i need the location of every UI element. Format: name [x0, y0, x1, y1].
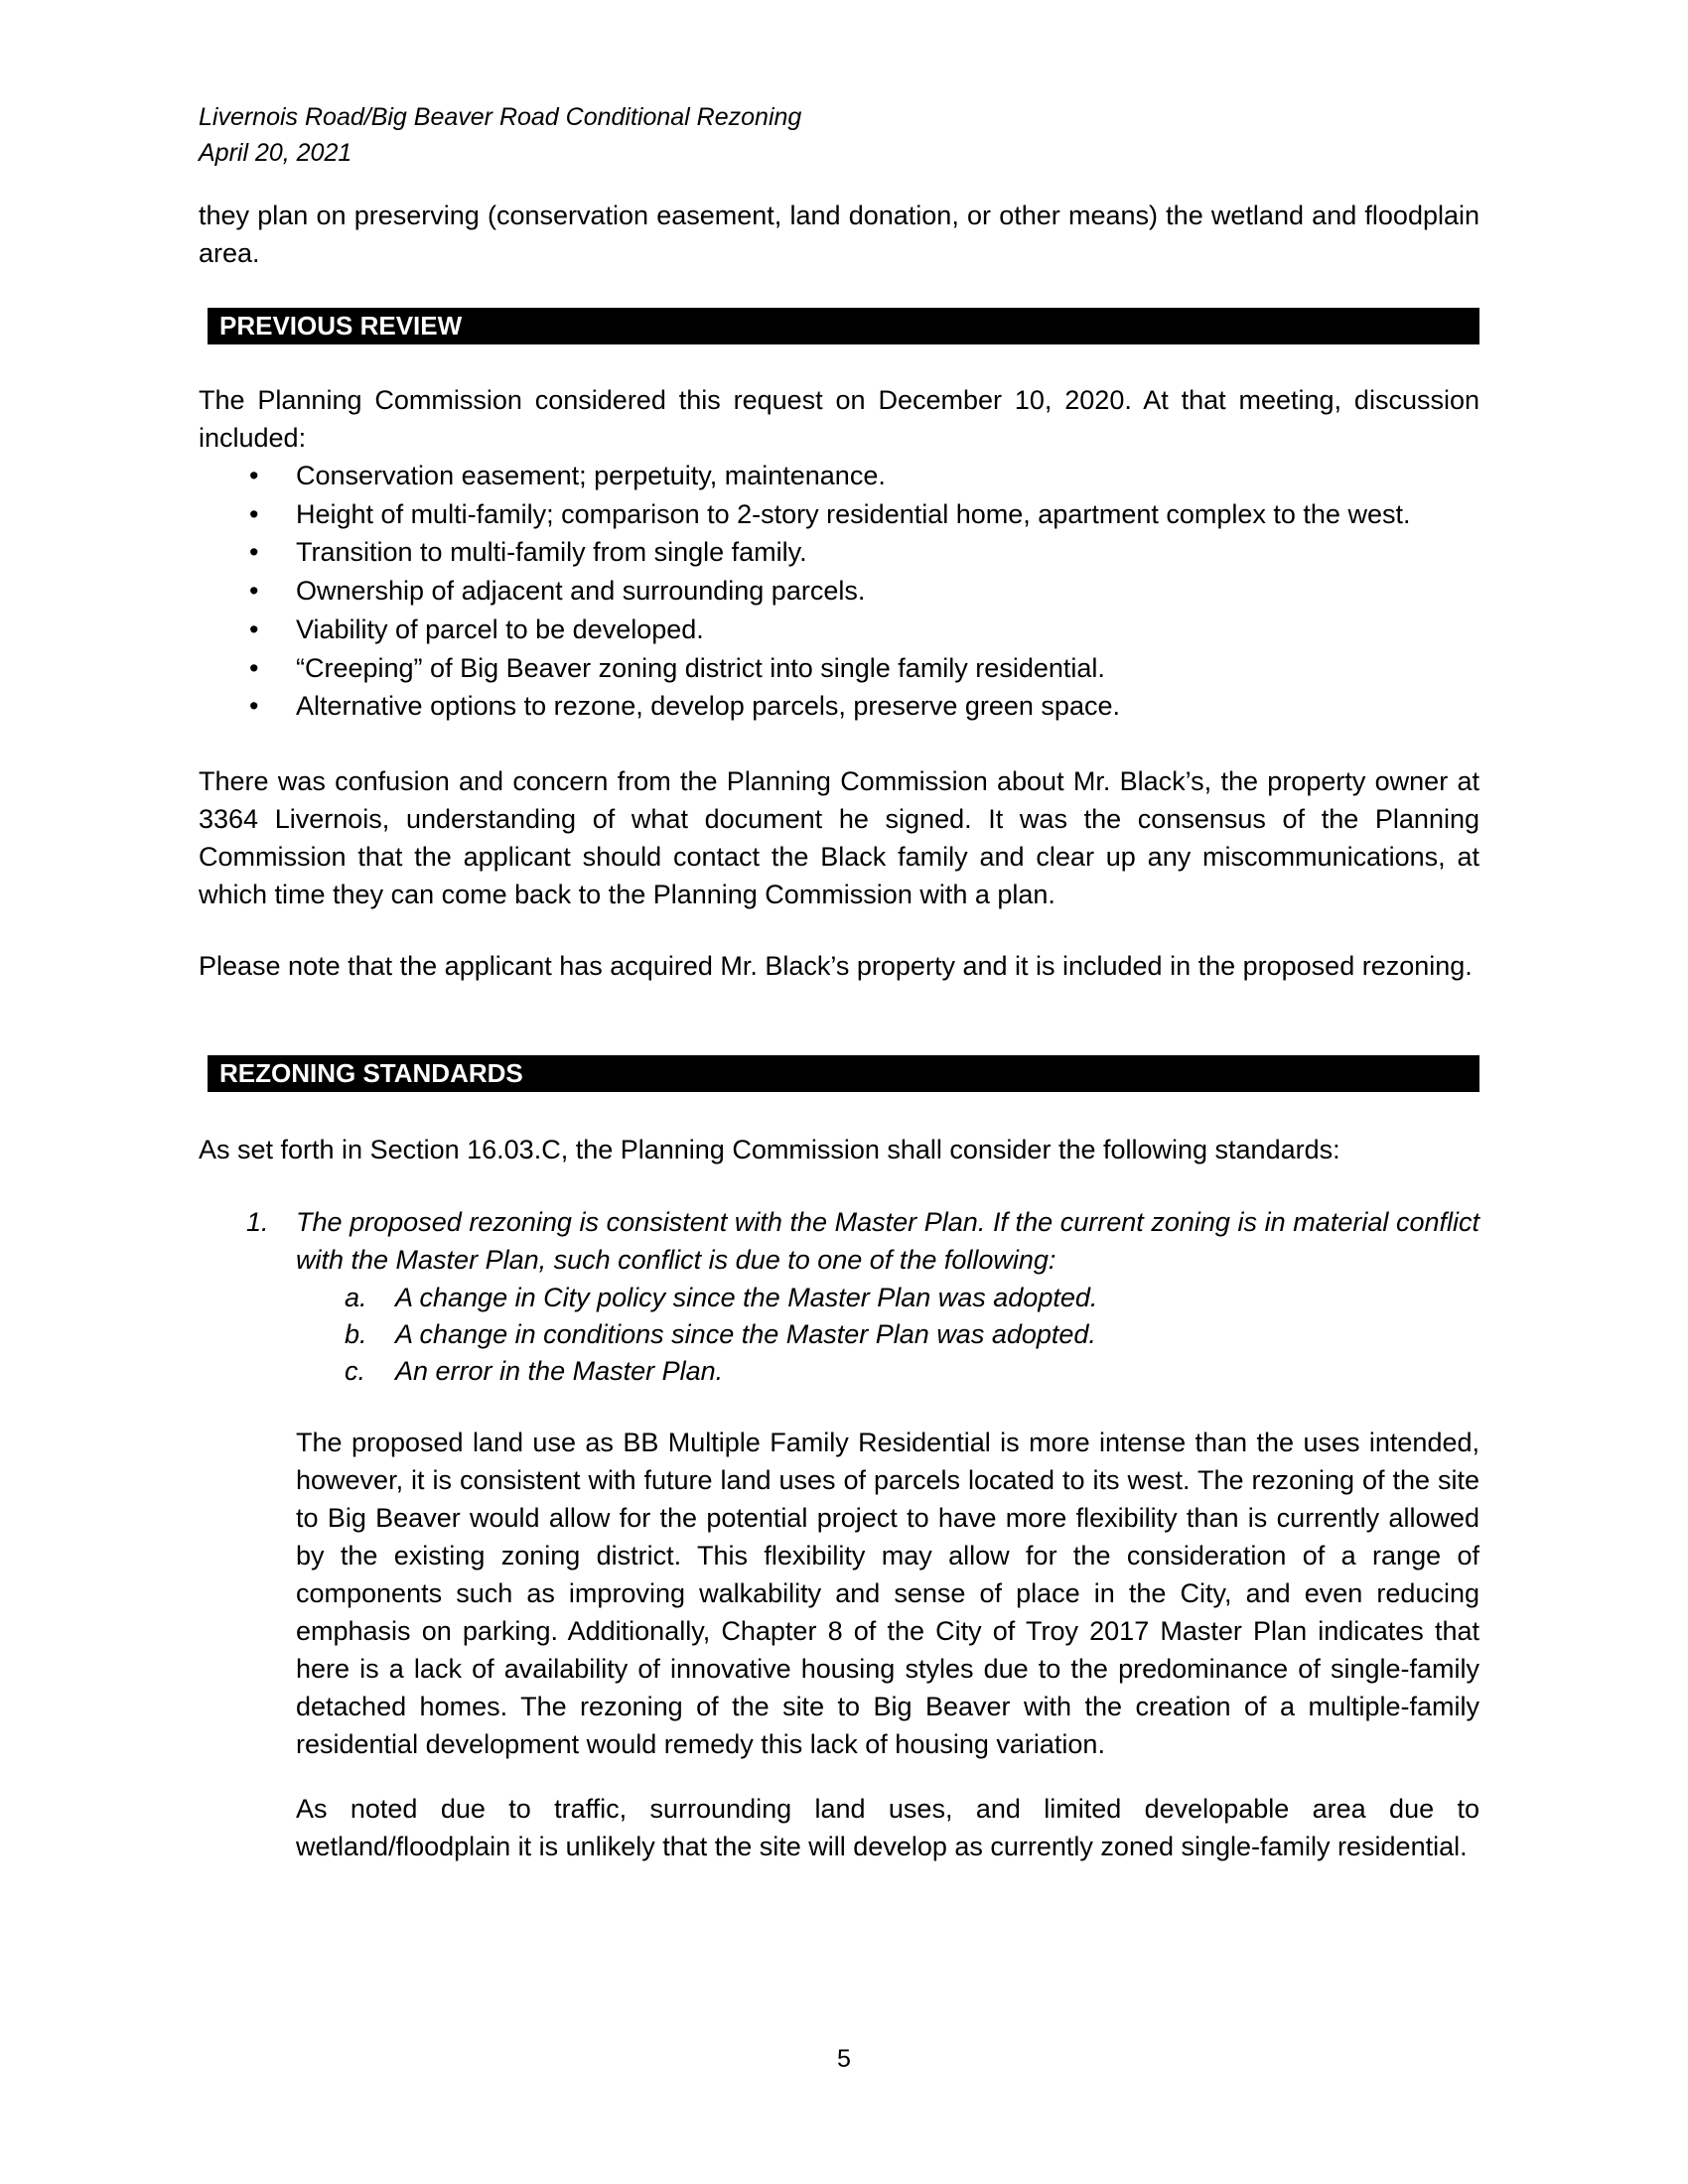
- item-number: 1.: [246, 1207, 269, 1237]
- section-heading-rezoning-standards: REZONING STANDARDS: [208, 1055, 1479, 1092]
- bullet-icon: •: [249, 576, 259, 607]
- list-item: • Alternative options to rezone, develop parcels, preserve green space.: [199, 687, 1489, 726]
- previous-review-intro: The Planning Commission considered this request on December 10, 2020. At that meeting, discussion included:: [199, 385, 1479, 453]
- standards-intro: As set forth in Section 16.03.C, the Planning Commission shall consider the following standards:: [199, 1135, 1340, 1164]
- running-header: [199, 99, 801, 171]
- list-item: • Viability of parcel to be developed.: [199, 611, 1489, 649]
- list-item: • Transition to multi-family from single family.: [199, 533, 1489, 572]
- bullet-icon: •: [249, 461, 259, 490]
- confusion-paragraph: There was confusion and concern from the Planning Commission about Mr. Black’s, the property owner at 3364 Livernois, understanding of what document he signed. It was the consensus of the Planning Commission that the applicant should contact the Black family and clear up any miscommunications, at which time they can come back to the Planning Commission with a plan.: [199, 766, 1479, 909]
- list-item: • “Creeping” of Big Beaver zoning district into single family residential.: [199, 649, 1489, 688]
- header-title: Livernois Road/Big Beaver Road Conditional Rezoning: [199, 103, 802, 131]
- bullet-icon: •: [249, 537, 259, 568]
- section-heading-previous-review: PREVIOUS REVIEW: [208, 308, 1479, 344]
- item-text: The proposed rezoning is consistent with the Master Plan. If the current zoning is in material conflict with the Master Plan, such conflict is due to one of the following:: [296, 1207, 1479, 1275]
- discussion-list: [199, 457, 1489, 726]
- list-item: • Conservation easement; perpetuity, maintenance.: [199, 457, 1489, 495]
- bullet-icon: •: [249, 614, 259, 644]
- acquisition-paragraph: Please note that the applicant has acquired Mr. Black’s property and it is included in the proposed rezoning.: [199, 951, 1473, 981]
- intro-paragraph: they plan on preserving (conservation easement, land donation, or other means) the wetland and floodplain area.: [199, 201, 1479, 268]
- response-paragraph-2: As noted due to traffic, surrounding land uses, and limited developable area due to wetland/floodplain it is unlikely that the site will develop as currently zoned single-family residential.: [296, 1794, 1479, 1861]
- standard-item-1: [199, 1203, 1479, 1279]
- list-item: • Height of multi-family; comparison to 2-story residential home, apartment complex to the west.: [199, 495, 1489, 534]
- bullet-icon: •: [249, 691, 259, 722]
- bullet-icon: •: [249, 652, 259, 683]
- document-page: Livernois Road/Big Beaver Road Conditional Rezoning April 20, 2021 they plan on preserving (conservation easement, land donation, or other means) the wetland and floodplain area. PREVIOUS REVIEW The Planning Commission considered this request on December 10, 2020. At that meeting, discussion included: • Conservation easement; perpetuity, maintenance. • Height of multi-family; comparison to 2-story residential home, apartment complex to the west. • Transition to multi-family from single family. • Ownership of adjacent and surrounding parcels. • Viability of parcel to be developed. • “Creeping” of Big Beaver zoning district into single family residential. • Alternative options to rezone, develop parcels, preserve green space. There was confusion and concern from the Planning Commission about Mr. Black’s, the property owner at 3364 Livernois, understanding of what document he signed. It was the consensus of the Planning Commission that the applicant should contact the Black family and clear up any miscommunications, at which time they can come back to the Planning Commission with a plan. Please note that the applicant has acquired Mr. Black’s property and it is included in the proposed rezoning. REZONING STANDARDS As set forth in Section 16.03.C, the Planning Commission shall consider the following standards: 1. The proposed rezoning is consistent with the Master Plan. If the current zoning is in material conflict with the Master Plan, such conflict is due to one of the following: a. A change in City policy since the Master Plan was adopted. b. A change in conditions since the Master Plan was adopted. c. An error in the Master Plan. The proposed land use as BB Multiple Family Residential is more intense than the uses intended, however, it is consistent with future land uses of parcels located to its west. The rezoning of the site to Big Beaver would allow for the potential project to have more flexibility than is currently allowed by the existing zoning district. This flexibility may allow for the consideration of a range of components such as improving walkability and sense of place in the City, and even reducing emphasis on parking. Additionally, Chapter 8 of the City of Troy 2017 Master Plan indicates that here is a lack of availability of innovative housing styles due to the predominance of single-family detached homes. The rezoning of the site to Big Beaver with the creation of a multiple-family residential development would remedy this lack of housing variation. As noted due to traffic, surrounding land uses, and limited developable area due to wetland/floodplain it is unlikely that the site will develop as currently zoned single-family residential. 5: [0, 0, 1688, 2184]
- bullet-icon: •: [249, 498, 259, 529]
- header-date: April 20, 2021: [199, 139, 352, 167]
- list-item: • Ownership of adjacent and surrounding parcels.: [199, 572, 1489, 611]
- page-number: 5: [837, 2045, 851, 2073]
- response-paragraph-1: The proposed land use as BB Multiple Family Residential is more intense than the uses intended, however, it is consistent with future land uses of parcels located to its west. The rezoning of the site to Big Beaver would allow for the potential project to have more flexibility than is currently allowed by the existing zoning district. This flexibility may allow for the consideration of a range of components such as improving walkability and sense of place in the City, and even reducing emphasis on parking. Additionally, Chapter 8 of the City of Troy 2017 Master Plan indicates that here is a lack of availability of innovative housing styles due to the predominance of single-family detached homes. The rezoning of the site to Big Beaver with the creation of a multiple-family residential development would remedy this lack of housing variation.: [296, 1428, 1479, 1759]
